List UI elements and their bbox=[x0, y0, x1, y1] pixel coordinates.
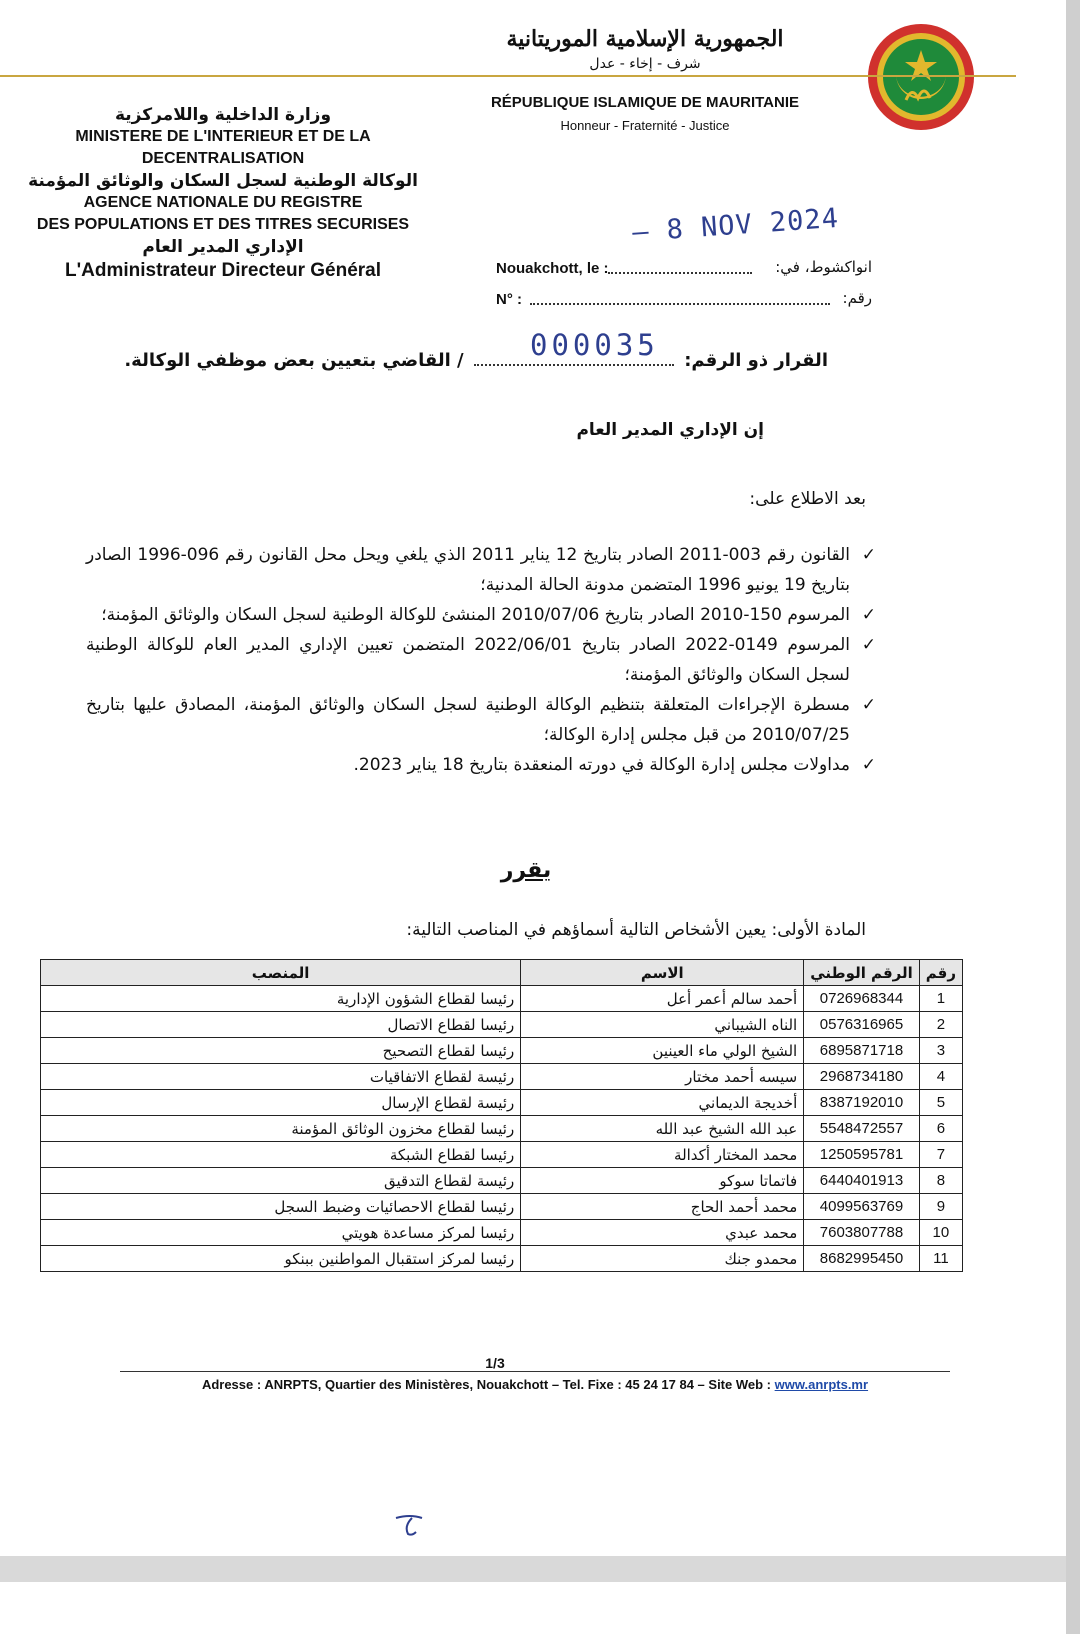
row-position: رئيسا لمركز استقبال المواطنين ببنكو bbox=[41, 1246, 521, 1272]
issuer-block bbox=[0, 104, 446, 282]
row-national-id: 6895871718 bbox=[804, 1038, 920, 1064]
row-name: فاتماتا سوكو bbox=[521, 1168, 804, 1194]
row-national-id: 8387192010 bbox=[804, 1090, 920, 1116]
header-divider bbox=[0, 75, 1016, 77]
row-position: رئيسة لقطاع الاتفاقيات bbox=[41, 1064, 521, 1090]
table-row bbox=[41, 1142, 963, 1168]
col-name: الاسم bbox=[521, 960, 804, 986]
row-name: أخديجة الديماني bbox=[521, 1090, 804, 1116]
list-item: ✓ المرسوم 0149-2022 الصادر بتاريخ 2022/06/01 المتضمن تعيين الإداري المدير العام للوكالة الوطنية لسجل السكان والوثائق المؤمنة؛ bbox=[86, 630, 876, 690]
col-number: رقم bbox=[919, 960, 962, 986]
authority-heading: إن الإداري المدير العام bbox=[576, 420, 764, 440]
scrollbar-track[interactable] bbox=[1066, 0, 1080, 1634]
check-icon: ✓ bbox=[861, 545, 876, 565]
row-position: رئيسا لقطاع الاتصال bbox=[41, 1012, 521, 1038]
check-icon: ✓ bbox=[861, 605, 876, 625]
row-national-id: 7603807788 bbox=[804, 1220, 920, 1246]
row-national-id: 5548472557 bbox=[804, 1116, 920, 1142]
table-row bbox=[41, 1012, 963, 1038]
row-name: عبد الله الشيخ عبد الله bbox=[521, 1116, 804, 1142]
row-number: 2 bbox=[919, 1012, 962, 1038]
row-number: 4 bbox=[919, 1064, 962, 1090]
website-link[interactable]: www.anrpts.mr bbox=[774, 1377, 869, 1392]
republic-title-arabic: الجمهورية الإسلامية الموريتانية bbox=[506, 26, 784, 52]
reference-number-line: N° : رقم: bbox=[496, 289, 872, 308]
check-icon: ✓ bbox=[861, 695, 876, 715]
handwritten-initial-icon bbox=[390, 1510, 430, 1540]
agency-french-line2: DES POPULATIONS ET DES TITRES SECURISES bbox=[36, 216, 410, 233]
row-national-id: 4099563769 bbox=[804, 1194, 920, 1220]
table-row bbox=[41, 1064, 963, 1090]
page-number: 1/3 bbox=[485, 1355, 505, 1371]
row-position: رئيسا لقطاع التصحيح bbox=[41, 1038, 521, 1064]
list-item: ✓ القانون رقم 003-2011 الصادر بتاريخ 12 يناير 2011 الذي يلغي ويحل محل القانون رقم 096-1996 الصادر بتاريخ 19 يونيو 1996 المتضمن مدونة الحالة المدنية؛ bbox=[86, 540, 876, 600]
row-number: 9 bbox=[919, 1194, 962, 1220]
date-line: Nouakchott, le : انواكشوط، في: bbox=[496, 258, 872, 277]
table-row bbox=[41, 1090, 963, 1116]
ministry-french-line1: MINISTERE DE L'INTERIEUR ET DE LA bbox=[75, 128, 371, 145]
row-name: محمد المختار أكدالة bbox=[521, 1142, 804, 1168]
row-number: 5 bbox=[919, 1090, 962, 1116]
table-row bbox=[41, 1220, 963, 1246]
row-name: محمد أحمد الحاج bbox=[521, 1194, 804, 1220]
date-stamp: – 8 NOV 2024 bbox=[631, 202, 840, 249]
row-national-id: 2968734180 bbox=[804, 1064, 920, 1090]
table-row bbox=[41, 1194, 963, 1220]
ministry-arabic: وزارة الداخلية واللامركزية bbox=[114, 105, 332, 125]
row-name: الشيخ الولي ماء العينين bbox=[521, 1038, 804, 1064]
row-position: رئيسة لقطاع الإرسال bbox=[41, 1090, 521, 1116]
next-page-edge bbox=[0, 1582, 1066, 1634]
admin-arabic: الإداري المدير العام bbox=[142, 237, 304, 257]
col-position: المنصب bbox=[41, 960, 521, 986]
national-seal-icon bbox=[866, 22, 976, 132]
col-national-id: الرقم الوطني bbox=[804, 960, 920, 986]
row-national-id: 8682995450 bbox=[804, 1246, 920, 1272]
table-row bbox=[41, 1116, 963, 1142]
row-number: 3 bbox=[919, 1038, 962, 1064]
list-item: ✓ مسطرة الإجراءات المتعلقة بتنظيم الوكالة الوطنية لسجل السكان والوثائق المؤمنة، المصادق عليها بتاريخ 2010/07/25 من قبل مجلس إدارة الوكالة؛ bbox=[86, 690, 876, 750]
row-number: 6 bbox=[919, 1116, 962, 1142]
row-position: رئيسا لمركز مساعدة هويتي bbox=[41, 1220, 521, 1246]
article-one: المادة الأولى: يعين الأشخاص التالية أسماؤهم في المناصب التالية: bbox=[406, 920, 866, 940]
decides-heading: يقرر bbox=[500, 858, 552, 883]
table-header-row bbox=[41, 960, 963, 986]
table-row bbox=[41, 1246, 963, 1272]
row-position: رئيسا لقطاع الشؤون الإدارية bbox=[41, 986, 521, 1012]
decision-title: القرار ذو الرقم: / القاضي بتعيين بعض موظفي الوكالة. bbox=[124, 350, 828, 371]
list-item: ✓ مداولات مجلس إدارة الوكالة في دورته المنعقدة بتاريخ 18 يناير 2023. bbox=[86, 750, 876, 780]
row-name: الناه الشيباني bbox=[521, 1012, 804, 1038]
appointments-table bbox=[40, 959, 963, 1272]
republic-title-french: RÉPUBLIQUE ISLAMIQUE DE MAURITANIE bbox=[490, 94, 800, 111]
having-seen: بعد الاطلاع على: bbox=[749, 489, 866, 509]
considerations-list bbox=[86, 540, 876, 780]
agency-french-line1: AGENCE NATIONALE DU REGISTRE bbox=[83, 194, 363, 211]
ministry-french-line2: DECENTRALISATION bbox=[141, 150, 305, 167]
decision-number-stamp: 000035 bbox=[530, 328, 659, 362]
row-position: رئيسا لقطاع الاحصائيات وضبط السجل bbox=[41, 1194, 521, 1220]
table-row bbox=[41, 986, 963, 1012]
row-national-id: 0726968344 bbox=[804, 986, 920, 1012]
row-national-id: 0576316965 bbox=[804, 1012, 920, 1038]
motto-french: Honneur - Fraternité - Justice bbox=[560, 118, 730, 133]
check-icon: ✓ bbox=[861, 635, 876, 655]
row-name: محمدو جنك bbox=[521, 1246, 804, 1272]
motto-arabic: شرف - إخاء - عدل bbox=[589, 56, 701, 72]
row-name: سيسه أحمد مختار bbox=[521, 1064, 804, 1090]
row-national-id: 1250595781 bbox=[804, 1142, 920, 1168]
footer-divider bbox=[120, 1371, 950, 1372]
check-icon: ✓ bbox=[861, 755, 876, 775]
list-item: ✓ المرسوم 150-2010 الصادر بتاريخ 2010/07/06 المنشئ للوكالة الوطنية لسجل السكان والوثائق المؤمنة؛ bbox=[86, 600, 876, 630]
table-row bbox=[41, 1038, 963, 1064]
agency-arabic: الوكالة الوطنية لسجل السكان والوثائق المؤمنة bbox=[28, 171, 418, 191]
row-position: رئيسا لقطاع الشبكة bbox=[41, 1142, 521, 1168]
row-number: 11 bbox=[919, 1246, 962, 1272]
row-name: أحمد سالم أعمر أعل bbox=[521, 986, 804, 1012]
row-number: 7 bbox=[919, 1142, 962, 1168]
row-number: 10 bbox=[919, 1220, 962, 1246]
row-number: 8 bbox=[919, 1168, 962, 1194]
footer-address: Adresse : ANRPTS, Quartier des Ministères, Nouakchott – Tel. Fixe : 45 24 17 84 – Site Web : www.anrpts.mr bbox=[201, 1377, 869, 1392]
row-name: محمد عبدي bbox=[521, 1220, 804, 1246]
row-number: 1 bbox=[919, 986, 962, 1012]
admin-french: L'Administrateur Directeur Général bbox=[65, 260, 381, 281]
row-position: رئيسا لقطاع مخزون الوثائق المؤمنة bbox=[41, 1116, 521, 1142]
row-national-id: 6440401913 bbox=[804, 1168, 920, 1194]
row-position: رئيسة لقطاع التدقيق bbox=[41, 1168, 521, 1194]
table-row bbox=[41, 1168, 963, 1194]
